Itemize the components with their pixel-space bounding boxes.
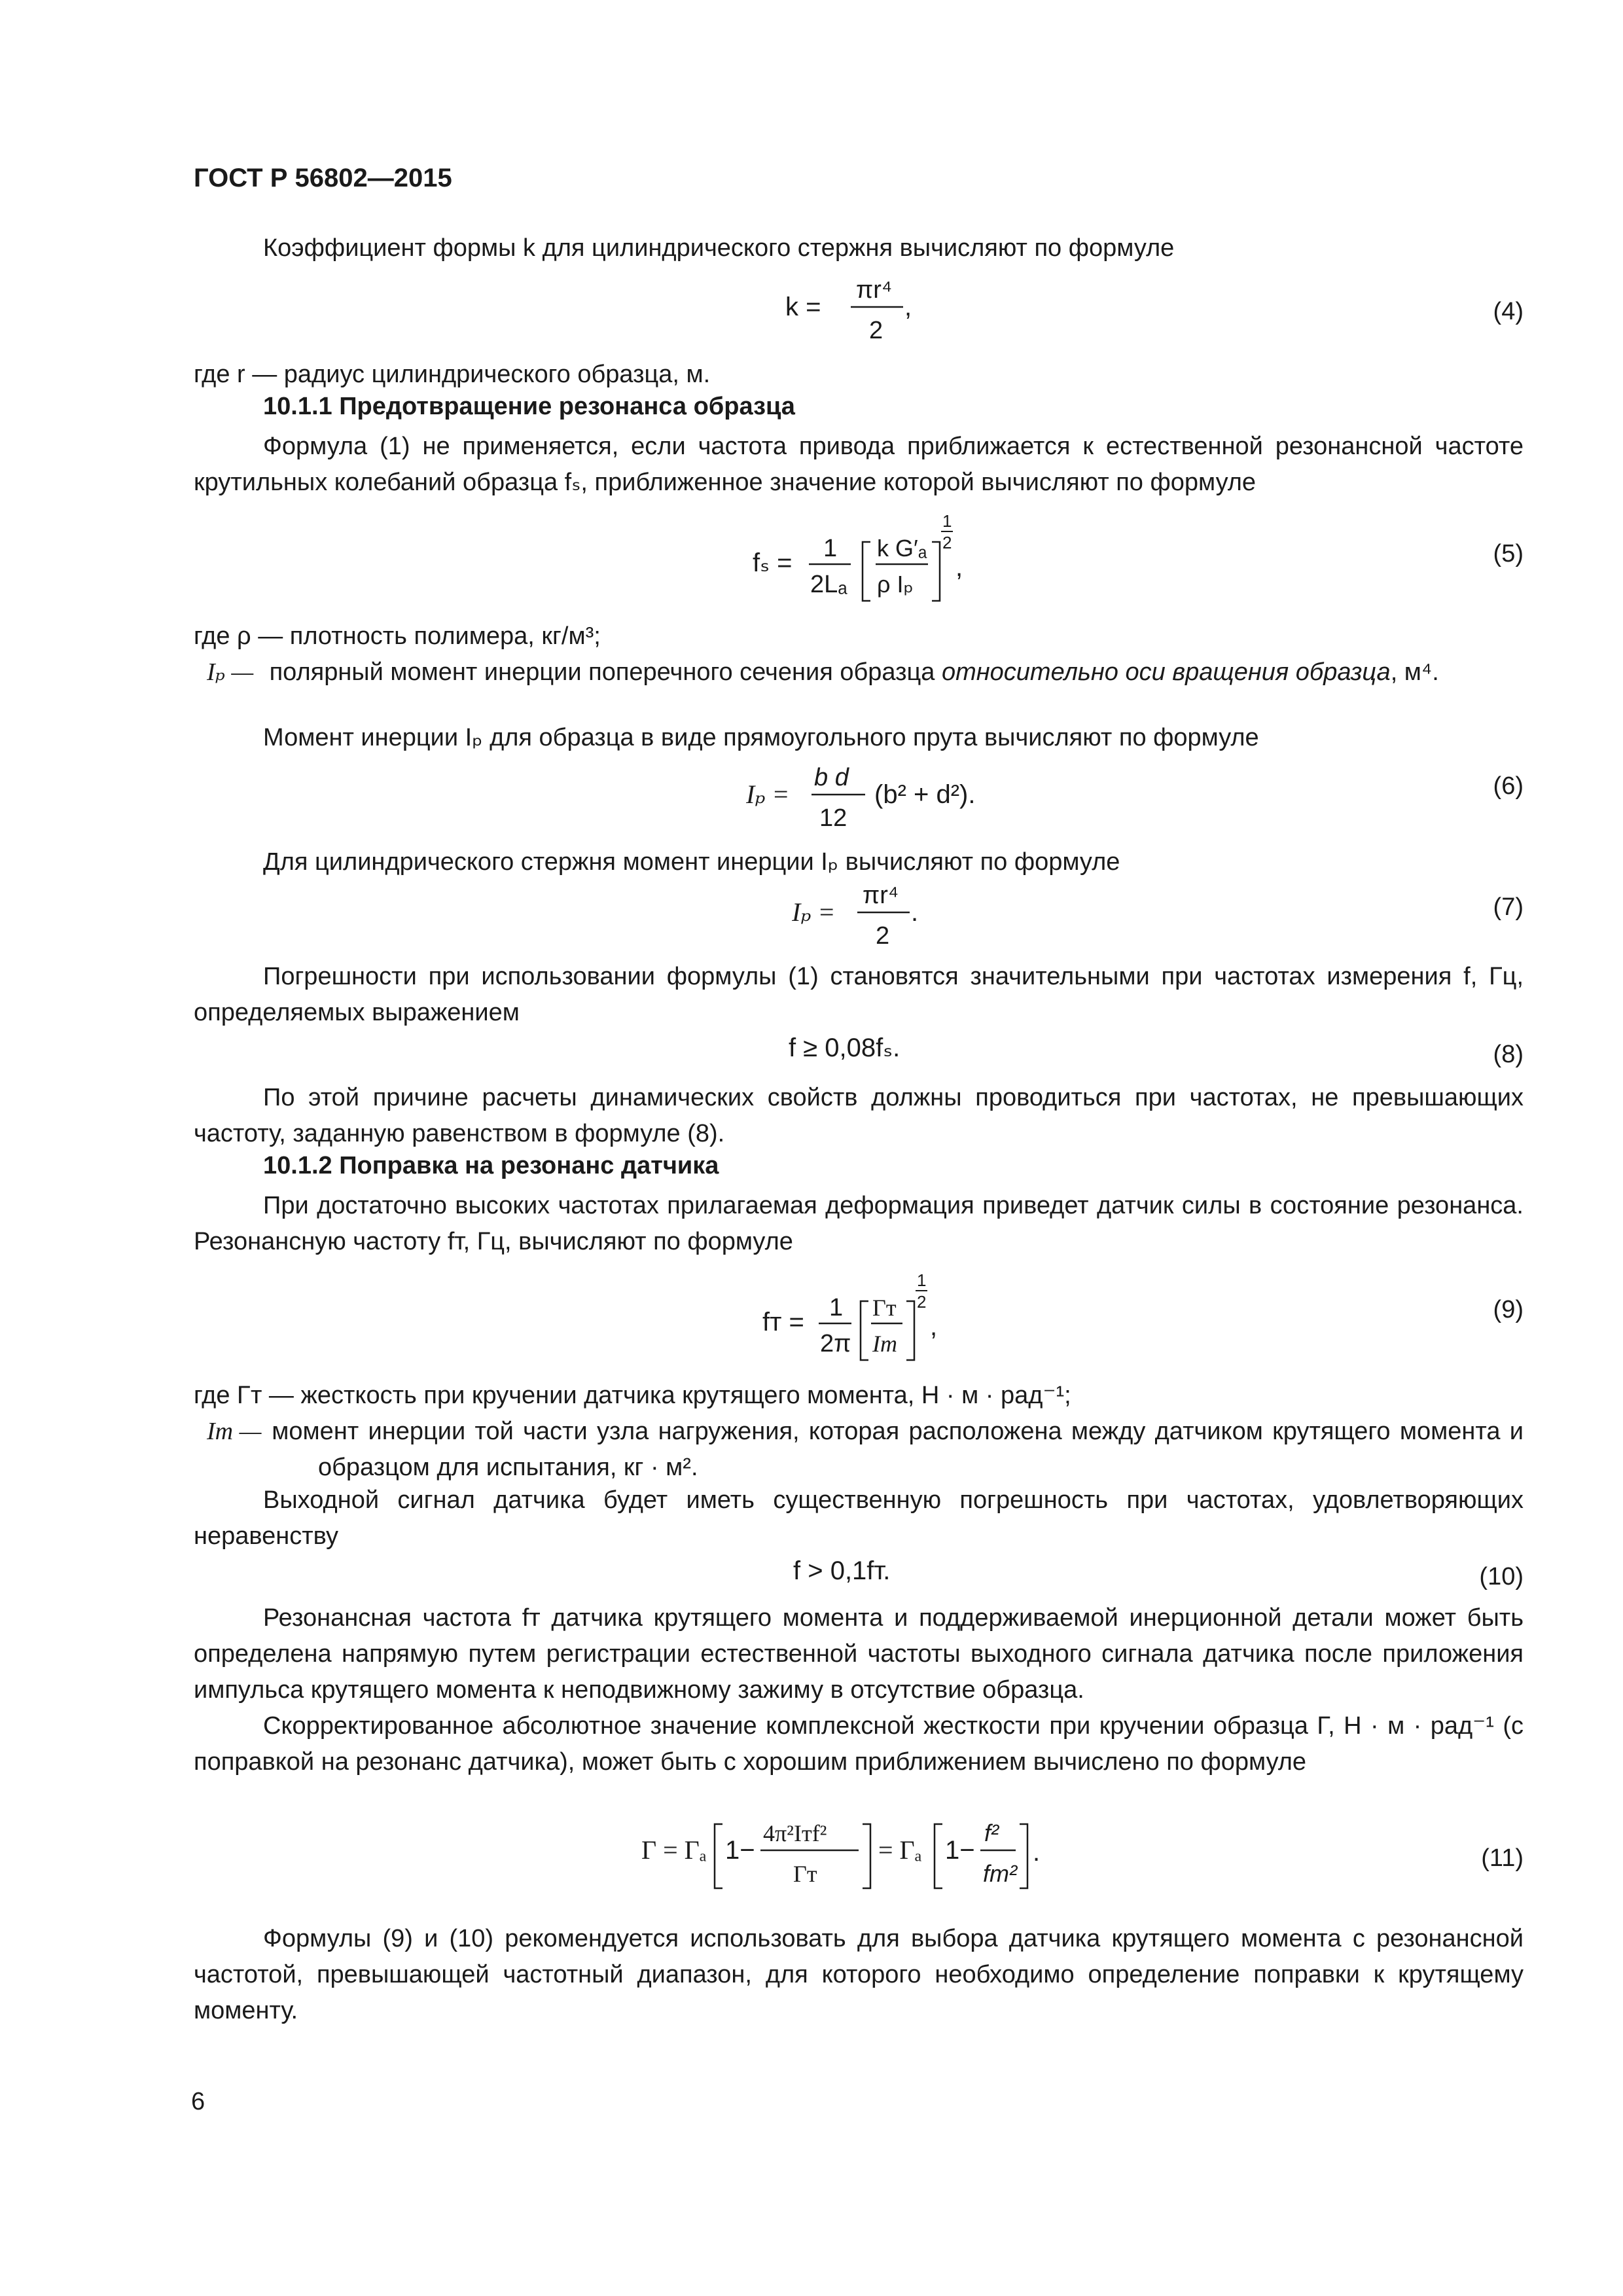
- eq11-one-2: 1−: [945, 1836, 975, 1865]
- eq4-denominator: 2: [869, 317, 883, 344]
- where-Ip: Iₚ — полярный момент инерции поперечного сечения образца относительно оси вращения образца, м⁴.: [207, 658, 1439, 686]
- eq11-lhs: Γ = Γₐ: [641, 1835, 707, 1865]
- svg-text:1: 1: [917, 1270, 927, 1290]
- eq4-numerator: πr⁴: [856, 276, 893, 304]
- eq11-mid: = Γₐ: [878, 1835, 922, 1865]
- eq7-tail: .: [911, 898, 919, 927]
- eq4-number: (4): [1493, 298, 1524, 325]
- para-10-1-2: При достаточно высоких частотах прилагаемая деформация приведет датчик силы в состояние резонанса. Резонансную частоту fт, Гц, вычисляют по формуле: [194, 1192, 1524, 1255]
- svg-text:2: 2: [942, 533, 952, 552]
- eq6-lhs: Iₚ =: [746, 780, 790, 809]
- eq5-one: 1: [823, 535, 838, 562]
- eq7-number: (7): [1493, 893, 1524, 921]
- section-10-1-1-heading: 10.1.1 Предотвращение резонанса образца: [263, 393, 795, 420]
- para-corrected: Скорректированное абсолютное значение комплексной жесткости при кручении образца Γ, Н · м · рад⁻¹ (с поправкой на резонанс датчика), может быть с хорошим приближением вычислено по формуле: [194, 1712, 1524, 1776]
- equation-9: [762, 1263, 972, 1374]
- equation-6: [746, 759, 1008, 838]
- eq11-one: 1−: [725, 1836, 755, 1865]
- eq5-den: 2Lₐ: [810, 571, 847, 598]
- eq4-lhs: k =: [785, 293, 821, 321]
- eq9-bracket-den: Iт: [872, 1331, 897, 1357]
- eq11-den2: fт²: [983, 1860, 1017, 1887]
- page-number: 6: [191, 2088, 205, 2115]
- eq9-lhs: fт =: [762, 1308, 804, 1336]
- eq11-tail: .: [1033, 1838, 1041, 1867]
- eq9-bracket-num: Γт: [872, 1295, 897, 1321]
- svg-text:,: ,: [955, 553, 963, 582]
- document-header: ГОСТ Р 56802—2015: [194, 164, 452, 192]
- eq6-tail: (b² + d²).: [874, 780, 976, 809]
- para-moment-rect: Момент инерции Iₚ для образца в виде прямоугольного прута вычисляют по формуле: [263, 724, 1259, 751]
- eq6-numerator: b d: [814, 764, 849, 791]
- section-10-1-2-heading: 10.1.2 Поправка на резонанс датчика: [263, 1152, 719, 1179]
- para-moment-cyl: Для цилиндрического стержня момент инерции Iₚ вычисляют по формуле: [263, 848, 1120, 876]
- eq5-bracket-num: k G′ₐ: [877, 535, 927, 562]
- eq6-denominator: 12: [819, 804, 847, 832]
- para-final: Формулы (9) и (10) рекомендуется использовать для выбора датчика крутящего момента с резонансной частотой, превышающей частотный диапазон, для которого необходимо определение поправки к крутящему моменту.: [194, 1925, 1524, 2024]
- para-resonant-frequency: Резонансная частота fт датчика крутящего момента и поддерживаемой инерционной детали может быть определена напрямую путем регистрации естественной частоты выходного сигнала датчика после приложения импульса крутящего момента к неподвижному зажиму в отсутствие образца.: [194, 1604, 1524, 1704]
- eq7-denominator: 2: [876, 922, 890, 950]
- eq6-number: (6): [1493, 772, 1524, 800]
- where-It: Iт — момент инерции той части узла нагружения, которая расположена между датчиком крутящего момента и образцом для испытания, кг · м².: [207, 1418, 1524, 1481]
- eq9-one: 1: [829, 1294, 844, 1321]
- eq10-formula: f > 0,1fт.: [793, 1556, 891, 1585]
- svg-text:1: 1: [942, 511, 952, 531]
- eq11-num2: f²: [984, 1820, 999, 1846]
- equation-5: [753, 504, 988, 615]
- eq11-num1: 4π²Iтf²: [763, 1820, 827, 1846]
- where-Gt: где Γт — жесткость при кручении датчика крутящего момента, Н · м · рад⁻¹;: [194, 1382, 1071, 1409]
- eq4-tail: ,: [904, 293, 912, 321]
- eq8-number: (8): [1493, 1041, 1524, 1068]
- eq5-bracket-den: ρ Iₚ: [877, 571, 914, 598]
- para-reason: По этой причине расчеты динамических свойств должны проводиться при частотах, не превышающих частоту, заданную равенством в формуле (8).: [194, 1084, 1524, 1147]
- svg-text:2: 2: [917, 1292, 927, 1312]
- eq5-lhs: fₛ =: [753, 548, 793, 577]
- where-r: где r — радиус цилиндрического образца, м.: [194, 361, 711, 388]
- para-output: Выходной сигнал датчика будет иметь существенную погрешность при частотах, удовлетворяющих неравенству: [194, 1486, 1524, 1550]
- where-It-text: момент инерции той части узла нагружения, которая расположена между датчиком крутящего момента и образцом для испытания, кг · м².: [272, 1418, 1524, 1481]
- equation-11: [641, 1810, 1060, 1901]
- equation-7: [792, 877, 949, 956]
- eq7-numerator: πr⁴: [863, 882, 899, 909]
- eq8-formula: f ≥ 0,08fₛ.: [789, 1033, 901, 1062]
- svg-text:,: ,: [930, 1312, 938, 1341]
- para-10-1-1: Формула (1) не применяется, если частота привода приближается к естественной резонансной частоте крутильных колебаний образца fₛ, приближенное значение которой вычисляют по формуле: [194, 433, 1524, 496]
- eq9-number: (9): [1493, 1296, 1524, 1323]
- eq9-den: 2π: [820, 1330, 851, 1357]
- where-Ip-text: полярный момент инерции поперечного сечения образца: [269, 658, 935, 686]
- where-rho: где ρ — плотность полимера, кг/м³;: [194, 622, 601, 650]
- eq7-lhs: Iₚ =: [792, 897, 836, 927]
- equation-4: [785, 272, 942, 350]
- where-Ip-end: , м⁴.: [1390, 658, 1439, 686]
- para-k-intro: Коэффициент формы k для цилиндрического стержня вычисляют по формуле: [263, 234, 1175, 262]
- para-errors: Погрешности при использовании формулы (1) становятся значительными при частотах измерения f, Гц, определяемых выражением: [194, 963, 1524, 1026]
- eq10-number: (10): [1479, 1563, 1524, 1590]
- eq5-number: (5): [1493, 540, 1524, 567]
- where-Ip-italic: относительно оси вращения образца: [941, 658, 1391, 686]
- eq11-den1: Γт: [793, 1861, 817, 1887]
- eq11-number: (11): [1481, 1844, 1524, 1872]
